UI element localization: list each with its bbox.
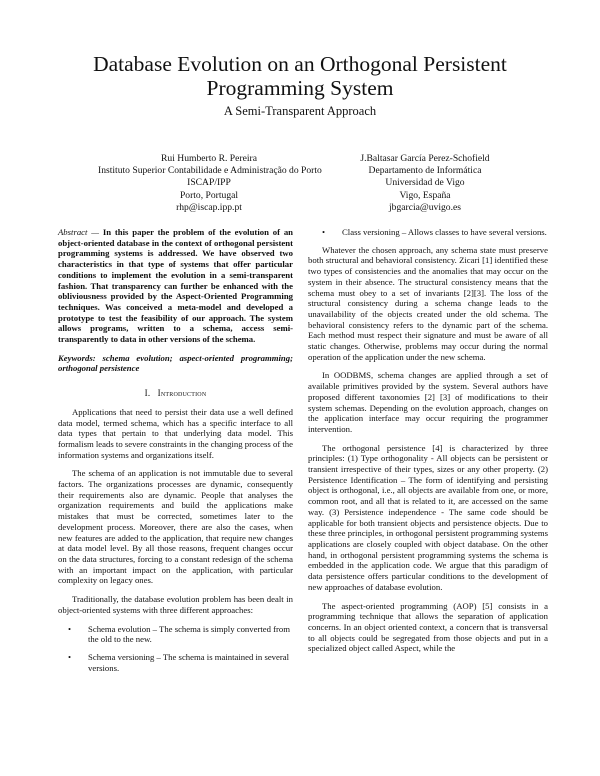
paragraph: Traditionally, the database evolution problem has been dealt in object-oriented systems with three different approaches: <box>58 594 293 615</box>
paragraph: The schema of an application is not immutable due to several factors. The organizations processes are dynamic, consequently their requirements also are dynamic. People that analyses the organization requirements and build the applications make mistakes that must be corrected, sometimes later to the development process. Moreover, there are also the cases, when new features are added to the application, that require new changes at data model level. By all those reasons, frequent changes occur on the data structures, forcing to a constant redesign of the schema with an important impact on the application, with particular complexity on legacy ones. <box>58 468 293 586</box>
keywords <box>58 353 293 374</box>
section-title: Introduction <box>157 388 207 399</box>
keywords-lead: Keywords: <box>58 352 96 363</box>
author-affiliation: Departamento de Informática <box>368 165 482 177</box>
list-item-text: Class versioning – Allows classes to have several versions. <box>342 227 547 237</box>
title-line-1: Database Evolution on an Orthogonal Persistent <box>93 52 507 76</box>
list-item <box>308 227 548 238</box>
list-item-text: Schema evolution – The schema is simply converted from the old to the new. <box>88 623 291 645</box>
author-email: jbgarcia@uvigo.es <box>389 201 461 213</box>
author-name: Rui Humberto R. Pereira <box>161 153 257 164</box>
right-column <box>308 227 548 662</box>
author-location: Vigo, España <box>399 189 451 201</box>
author-dept: Universidad de Vigo <box>385 177 465 189</box>
paper-subtitle: A Semi-Transparent Approach <box>223 104 377 118</box>
approaches-list <box>58 624 293 674</box>
paper-title <box>40 52 560 100</box>
author-affiliation: Instituto Superior Contabilidade e Administração do Porto <box>98 165 322 177</box>
section-heading-introduction <box>58 388 293 399</box>
author-block-1 <box>98 153 320 214</box>
paragraph: In OODBMS, schema changes are applied through a set of available primitives provided by the system. Several authors have proposed different taxonomies [2] [3] of modifications to their system schemas. Depending on the evolution approach, changes on the application interface may occur requiring the programmer intervention. <box>308 370 548 434</box>
list-item <box>58 624 293 645</box>
approaches-list-continued <box>308 227 548 238</box>
abstract-text: In this paper the problem of the evolution of an object-oriented database in the context of orthogonal persistent programming systems is addressed. We have observed two characteristics in that type of systems that offer particular conditions to implement the evolution in a semi-transparent fashion. That transparency can further be enhanced with the obliviousness provided by the Aspect-Oriented Programming techniques. Was conceived a meta-model and developed a prototype to test the feasibility of our approach. The system allows programs, written to a schema, access semi-transparently to data in other versions of the schema. <box>58 227 293 345</box>
left-column <box>58 227 293 680</box>
author-location: Porto, Portugal <box>179 189 239 201</box>
author-dept: ISCAP/IPP <box>187 177 231 189</box>
abstract <box>58 227 293 345</box>
keywords-text: schema evolution; aspect-oriented programming; orthogonal persistence <box>58 352 293 374</box>
abstract-lead: Abstract — <box>58 227 100 237</box>
paragraph: Applications that need to persist their data use a well defined data model, termed schema, which has a specific interface to all data types that pertain to that underlying data model. This formalism leads to severe constraints in the changing process of the information systems and organizations itself. <box>58 406 293 460</box>
title-line-2: Programming System <box>206 76 394 100</box>
author-name: J.Baltasar García Perez-Schofield <box>360 153 490 164</box>
bullet-icon: • <box>322 227 326 237</box>
section-number: I. <box>144 388 151 399</box>
author-block-2 <box>322 153 528 214</box>
list-item <box>58 652 293 673</box>
paragraph: The aspect-oriented programming (AOP) [5] consists in a programming technique that allows the separation of application concerns. In an object oriented context, a concern that is transversal to all objects could be segregated from those objects and put in a specialized object called Aspect, while the <box>308 600 548 654</box>
paragraph: The orthogonal persistence [4] is characterized by three principles: (1) Type orthogonality - All objects can be persistent or transient irrespective of their types, sizes or any other property. (2) Persistence Identification – The form of identifying and persisting object is orthogonal, i.e., all objects are available from one, or more, common root, and all that is related to it, are accessed on the same way. (3) Persistence independence - The same code should be applicable for both transient objects and persistence objects. Due to these three principles, in orthogonal persistent programming systems applications are closely coupled with object database. On the other hand, in orthogonal persistent programming systems the schema is embedded in the application code. We argue that this paradigm of data persistence offers particular conditions to the development of new approaches of database evolution. <box>308 442 548 592</box>
bullet-icon: • <box>68 623 72 634</box>
author-email: rhp@iscap.ipp.pt <box>176 201 242 213</box>
bullet-icon: • <box>68 651 72 662</box>
paragraph: Whatever the chosen approach, any schema state must preserve both structural and behavioral consistency. Zicari [1] identified these two types of consistencies and the anomalies that may occur on the system in their absence. The structural consistency means that the schema must obey to a set of invariants [2][3]. The loss of the structural consistency during a schema change leads to the unavailability of the objects created under the old schema. The behavioral consistency refers to the dynamic part of the schema. Each method must respect their signature and must be aware of all static changes. Otherwise, problems may occur during the normal operation of the application under the new schema. <box>308 244 548 362</box>
list-item-text: Schema versioning – The schema is maintained in several versions. <box>88 651 290 673</box>
